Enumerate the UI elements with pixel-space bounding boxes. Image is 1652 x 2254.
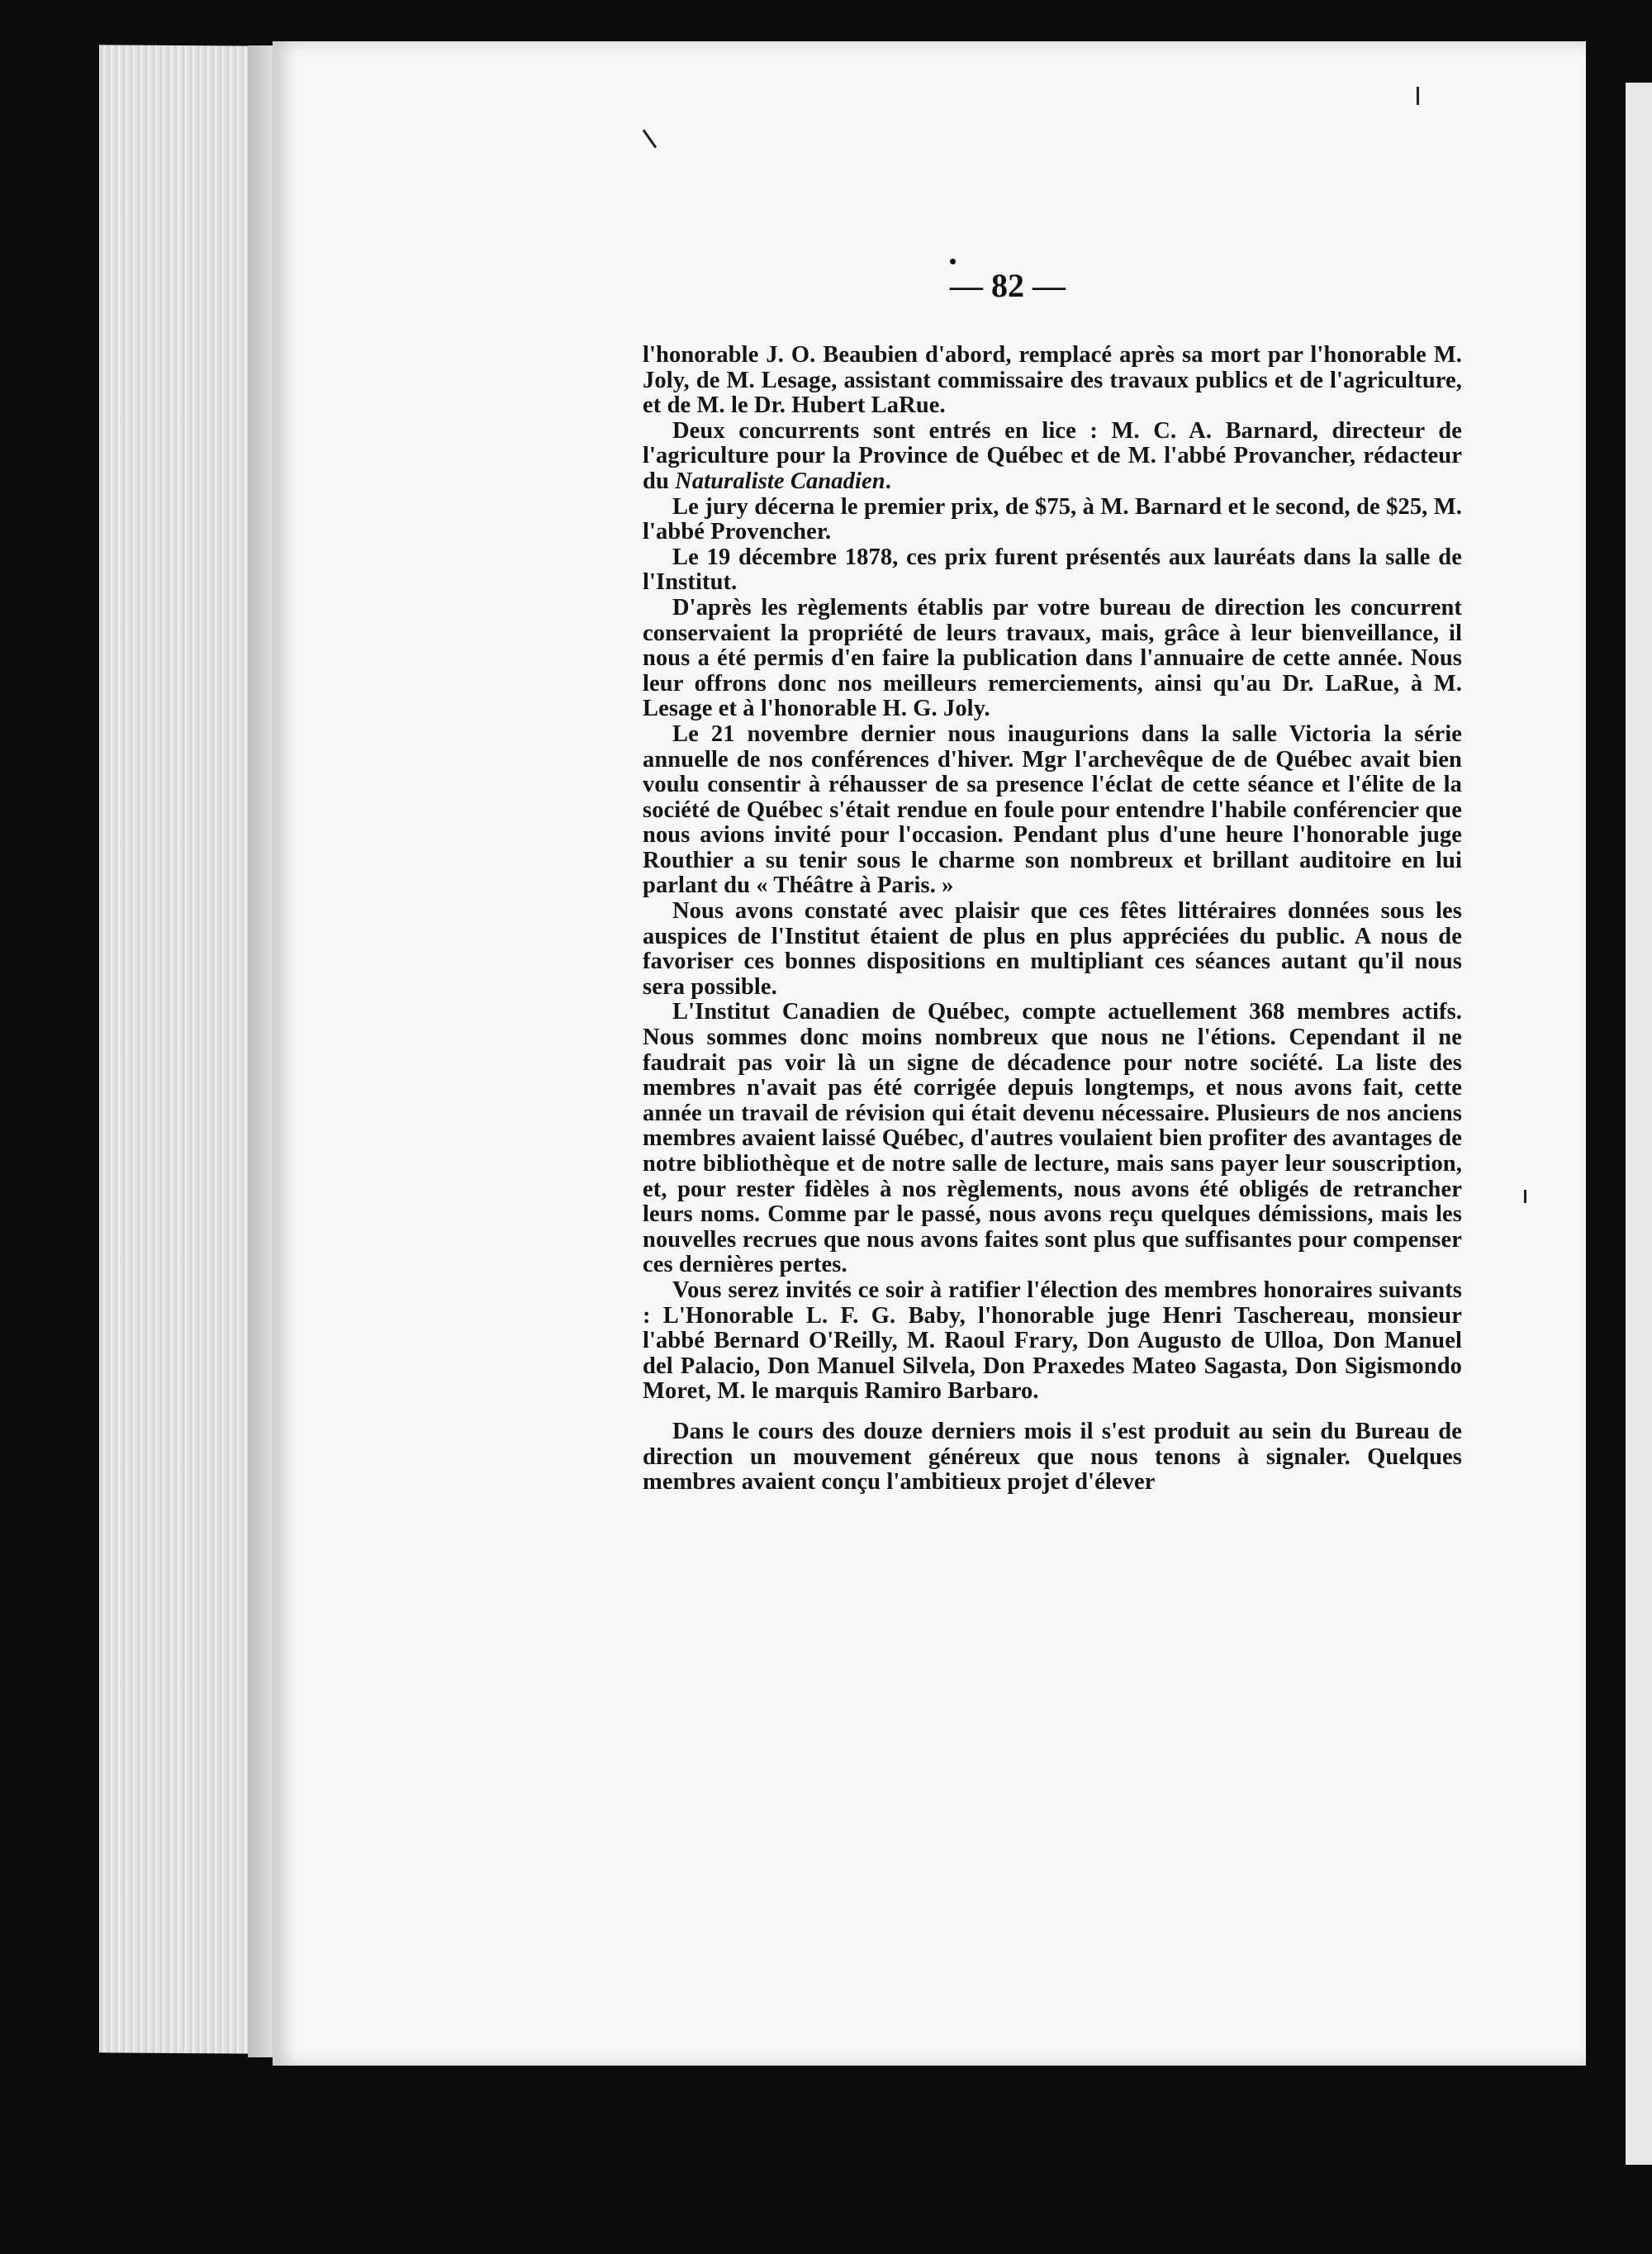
paragraph: Vous serez invités ce soir à ratifier l'élection des membres honoraires suivants : L'Honorable L. F. G. Baby, l'honorable juge Henri Taschereau, monsieur l'abbé Bernard O'Reilly, M. Raoul Frary, Don Augusto de Ulloa, Don Manuel del Palacio, Don Manuel Silvela, Don Praxedes Mateo Sagasta, Don Sigismondo Moret, M. le marquis Ramiro Barbaro.	[643, 1277, 1462, 1405]
paragraph: l'honorable J. O. Beaubien d'abord, remplacé après sa mort par l'honorable M. Joly, de M. Lesage, assistant commissaire des travaux publics et de l'agriculture, et de M. le Dr. Hubert LaRue.	[643, 342, 1462, 419]
paragraph: D'après les règlements établis par votre bureau de direction les concurrent conservaient la propriété de leurs travaux, mais, grâce à leur bienveillance, il nous a été permis d'en faire la publication dans l'annuaire de cette année. Nous leur offrons donc nos meilleurs remerciements, ainsi qu'au Dr. LaRue, à M. Lesage et à l'honorable H. G. Joly.	[643, 594, 1462, 722]
page-number: — 82 —	[950, 267, 1066, 304]
paragraph: L'Institut Canadien de Québec, compte actuellement 368 membres actifs. Nous sommes donc moins nombreux que nous ne l'étions. Cependant il ne faudrait pas voir là un signe de décadence pour notre société. La liste des membres n'avait pas été corrigée depuis longtemps, et nous avons fait, cette année un travail de révision qui était devenu nécessaire. Plusieurs de nos anciens membres avaient laissé Québec, d'autres voulaient bien profiter des avantages de notre bibliothèque et de notre salle de lecture, mais sans payer leur souscription, et, pour rester fidèles à nos règlements, nous avons été obligés de retrancher leurs noms. Comme par le passé, nous avons reçu quelques démissions, mais les nouvelles recrues que nous avons faites sont plus que suffisantes pour compenser ces dernières pertes.	[643, 999, 1462, 1278]
header-dot	[950, 259, 956, 264]
paragraph-text: .	[885, 468, 891, 494]
scan-speck	[1417, 87, 1419, 105]
scan-speck	[1524, 1190, 1526, 1203]
body-text	[643, 343, 1462, 1496]
paragraph-text: Deux concurrents sont entrés en lice : M. C. A. Barnard, directeur de l'agriculture pour la Province de Québec et de M. l'abbé Provancher, rédacteur du	[643, 417, 1462, 494]
paragraph: Dans le cours des douze derniers mois il s'est produit au sein du Bureau de direction un mouvement généreux que nous tenons à signaler. Quelques membres avaient conçu l'ambitieux projet d'élever	[643, 1418, 1462, 1496]
journal-title: Naturaliste Canadien	[675, 468, 885, 494]
paragraph: Le jury décerna le premier prix, de $75, à M. Barnard et le second, de $25, M. l'abbé Provencher.	[643, 493, 1462, 545]
paragraph	[643, 419, 1462, 495]
paragraph: Le 21 novembre dernier nous inaugurions dans la salle Victoria la série annuelle de nos conférences d'hiver. Mgr l'archevêque de de Québec avait bien voulu consentir à réhausser de sa presence l'éclat de cette séance et l'élite de la société de Québec s'était rendue en foule pour entendre l'habile conférencier que nous avions invité pour l'occasion. Pendant plus d'une heure l'honorable juge Routhier a su tenir sous le charme son nombreux et brillant auditoire en lui parlant du « Théâtre à Paris. »	[643, 720, 1462, 899]
paragraph: Nous avons constaté avec plaisir que ces fêtes littéraires données sous les auspices de l'Institut étaient de plus en plus appréciées du public. A nous de favoriser ces bonnes dispositions en multipliant ces séances autant qu'il nous sera possible.	[643, 898, 1462, 1000]
book-page-edges	[99, 45, 273, 2053]
adjacent-page-edge	[1626, 83, 1652, 2165]
paragraph: Le 19 décembre 1878, ces prix furent présentés aux lauréats dans la salle de l'Institut.	[643, 544, 1462, 596]
